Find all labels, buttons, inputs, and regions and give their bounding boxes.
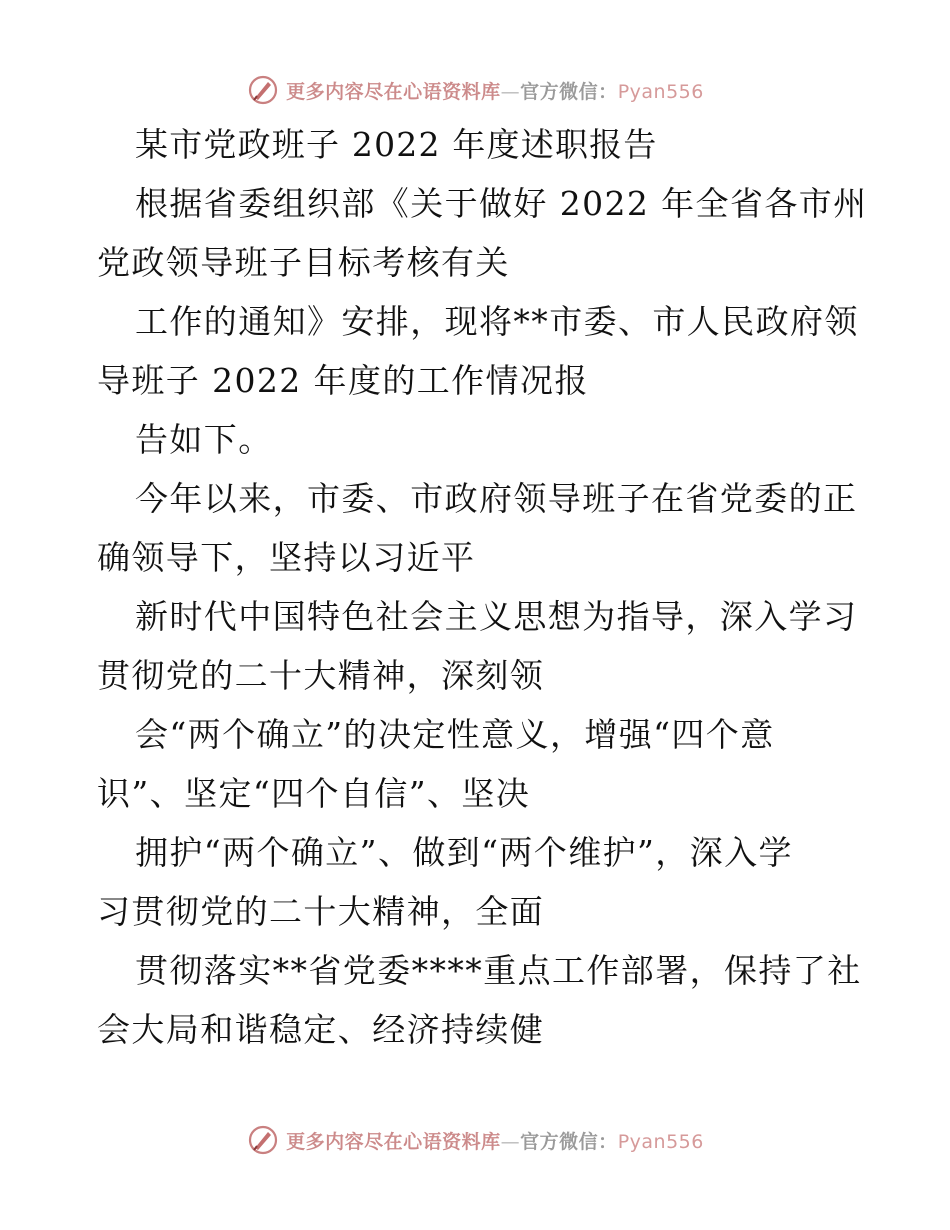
quill-pen-icon — [246, 1123, 280, 1157]
paragraph-line: 拥护“两个确立”、做到“两个维护”，深入学 — [135, 833, 793, 872]
watermark-text — [286, 1127, 704, 1154]
watermark-dash: — — [500, 1130, 521, 1153]
watermark-account: Pyan556 — [617, 80, 704, 103]
watermark-middle: 官方微信： — [520, 1130, 618, 1153]
paragraph-line: 习贯彻党的二十大精神，全面 — [97, 892, 545, 931]
watermark-banner-bottom — [0, 1120, 950, 1160]
paragraph-line: 会大局和谐稳定、经济持续健 — [97, 1010, 545, 1049]
paragraph-line: 新时代中国特色社会主义思想为指导，深入学习 — [135, 597, 858, 636]
paragraph-line: 党政领导班子目标考核有关 — [97, 243, 510, 282]
paragraph-line: 贯彻落实**省党委****重点工作部署，保持了社 — [135, 951, 862, 990]
watermark-prefix: 更多内容尽在心语资料库 — [286, 1130, 501, 1153]
paragraph-line: 今年以来，市委、市政府领导班子在省党委的正 — [135, 479, 858, 518]
watermark-middle: 官方微信： — [520, 80, 618, 103]
watermark-dash: — — [500, 80, 521, 103]
document-title: 某市党政班子 2022 年度述职报告 — [135, 125, 658, 164]
paragraph-line: 贯彻党的二十大精神，深刻领 — [97, 656, 545, 695]
watermark-prefix: 更多内容尽在心语资料库 — [286, 80, 501, 103]
paragraph-line: 根据省委组织部《关于做好 2022 年全省各市州 — [135, 184, 868, 223]
watermark-account: Pyan556 — [617, 1130, 704, 1153]
paragraph-line: 确领导下，坚持以习近平 — [97, 538, 476, 577]
paragraph-line: 告如下。 — [135, 420, 273, 459]
paragraph-line: 会“两个确立”的决定性意义，增强“四个意 — [135, 715, 775, 754]
paragraph-line: 工作的通知》安排，现将**市委、市人民政府领 — [135, 302, 859, 341]
paragraph-line: 识”、坚定“四个自信”、坚决 — [97, 774, 531, 813]
watermark-banner-top — [0, 70, 950, 110]
paragraph-line: 导班子 2022 年度的工作情况报 — [97, 361, 589, 400]
document-body — [97, 115, 868, 1059]
quill-pen-icon — [246, 73, 280, 107]
watermark-text — [286, 77, 704, 104]
